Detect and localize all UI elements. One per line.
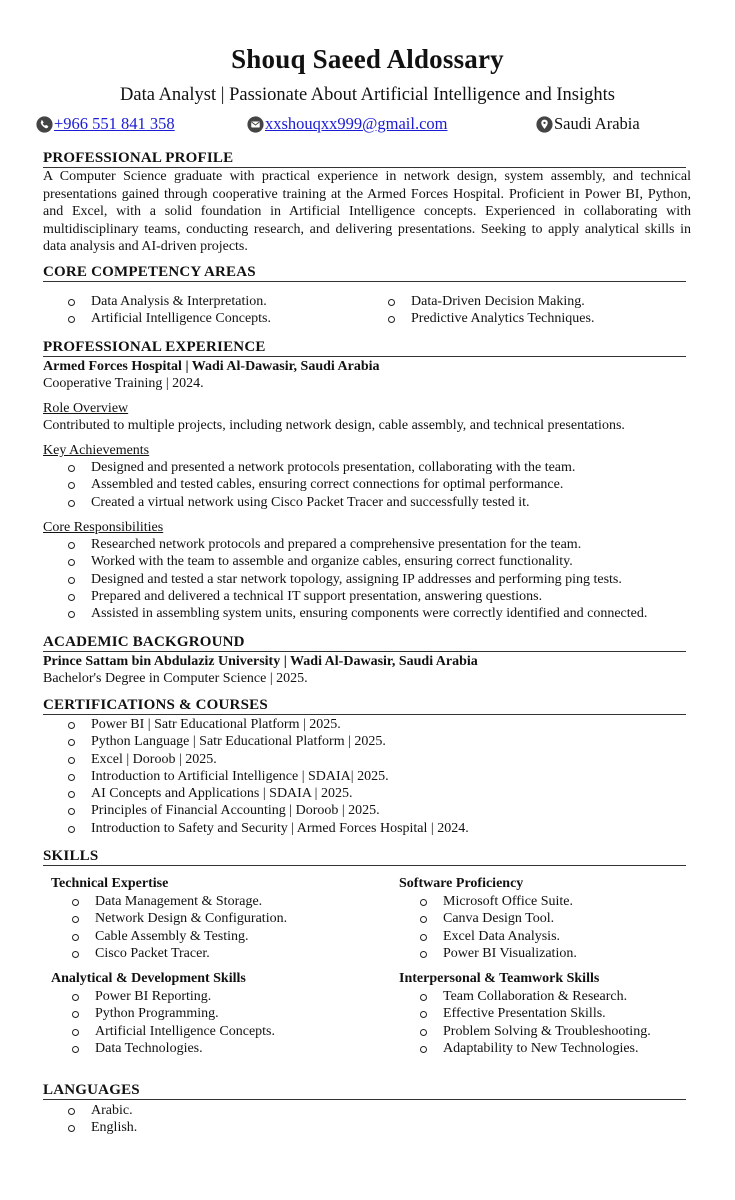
list-item: Power BI | Satr Educational Platform | 2025. [67, 716, 469, 733]
email-link[interactable]: xxshouqxx999@gmail.com [265, 114, 448, 133]
list-item: Researched network protocols and prepared a comprehensive presentation for the team. [67, 536, 647, 553]
skills-analytical-title: Analytical & Development Skills [51, 971, 246, 986]
location-text: Saudi Arabia [554, 114, 640, 133]
list-item: Designed and presented a network protocols presentation, collaborating with the team. [67, 459, 575, 476]
email-icon [247, 116, 264, 133]
list-item: Created a virtual network using Cisco Packet Tracer and successfully tested it. [67, 494, 575, 511]
list-item: Artificial Intelligence Concepts. [71, 1023, 275, 1040]
list-item: Data-Driven Decision Making. [387, 293, 594, 310]
contact-email [247, 114, 447, 134]
contact-location [536, 114, 640, 134]
languages-list [67, 1102, 137, 1137]
academic-degree: Bachelor's Degree in Computer Science | 2025. [43, 671, 308, 686]
list-item: Worked with the team to assemble and organize cables, ensuring correct functionality. [67, 553, 647, 570]
list-item: Excel Data Analysis. [419, 928, 577, 945]
phone-link[interactable]: +966 551 841 358 [54, 114, 175, 133]
section-heading-profile: PROFESSIONAL PROFILE [43, 150, 686, 168]
list-item: Prepared and delivered a technical IT support presentation, answering questions. [67, 588, 647, 605]
list-item: AI Concepts and Applications | SDAIA | 2025. [67, 785, 469, 802]
list-item: Power BI Visualization. [419, 945, 577, 962]
list-item: Introduction to Artificial Intelligence | SDAIA| 2025. [67, 768, 469, 785]
competency-list-left [67, 293, 271, 328]
list-item: Power BI Reporting. [71, 988, 275, 1005]
list-item: Cable Assembly & Testing. [71, 928, 287, 945]
key-achievements-list [67, 459, 575, 511]
candidate-name: Shouq Saeed Aldossary [231, 44, 504, 74]
candidate-tagline: Data Analyst | Passionate About Artificial Intelligence and Insights [120, 85, 615, 105]
skills-technical-list [71, 893, 287, 962]
key-achievements-title: Key Achievements [43, 443, 150, 458]
list-item: Adaptability to New Technologies. [419, 1040, 651, 1057]
skills-interpersonal-list [419, 988, 651, 1057]
list-item: Cisco Packet Tracer. [71, 945, 287, 962]
list-item: Network Design & Configuration. [71, 910, 287, 927]
list-item: Excel | Doroob | 2025. [67, 751, 469, 768]
section-heading-skills: SKILLS [43, 848, 686, 866]
profile-summary: A Computer Science graduate with practical experience in network design, system assembly, and technical presentations gained through cooperative training at the Armed Forces Hospital. Proficient in Power BI, Python, and Excel, with a solid foundation in Artificial Intelligence concepts. Experienced in collaborating with multidisciplinary teams, conducting research, and delivering presentations. Seeking to apply analytical skills in data analysis and AI-driven projects. [43, 169, 691, 254]
skills-analytical-list [71, 988, 275, 1057]
role-overview-title: Role Overview [43, 401, 129, 416]
section-heading-competency: CORE COMPETENCY AREAS [43, 264, 686, 282]
contact-phone [36, 114, 175, 134]
list-item: Problem Solving & Troubleshooting. [419, 1023, 651, 1040]
core-responsibilities-list [67, 536, 647, 622]
certifications-list [67, 716, 469, 837]
list-item: Canva Design Tool. [419, 910, 577, 927]
skills-interpersonal-title: Interpersonal & Teamwork Skills [399, 971, 600, 986]
list-item: Python Language | Satr Educational Platform | 2025. [67, 733, 469, 750]
list-item: Effective Presentation Skills. [419, 1005, 651, 1022]
list-item: Introduction to Safety and Security | Armed Forces Hospital | 2024. [67, 820, 469, 837]
role-overview-text: Contributed to multiple projects, including network design, cable assembly, and technical presentations. [43, 418, 625, 433]
list-item: Artificial Intelligence Concepts. [67, 310, 271, 327]
list-item: Arabic. [67, 1102, 137, 1119]
section-heading-certifications: CERTIFICATIONS & COURSES [43, 697, 686, 715]
experience-organization: Armed Forces Hospital | Wadi Al-Dawasir, Saudi Arabia [43, 359, 380, 374]
list-item: Python Programming. [71, 1005, 275, 1022]
list-item: Data Management & Storage. [71, 893, 287, 910]
list-item: Data Technologies. [71, 1040, 275, 1057]
list-item: Predictive Analytics Techniques. [387, 310, 594, 327]
location-icon [536, 116, 553, 133]
experience-role: Cooperative Training | 2024. [43, 376, 204, 391]
core-responsibilities-title: Core Responsibilities [43, 520, 164, 535]
phone-icon [36, 116, 53, 133]
list-item: Principles of Financial Accounting | Doroob | 2025. [67, 802, 469, 819]
skills-software-title: Software Proficiency [399, 876, 524, 891]
list-item: Team Collaboration & Research. [419, 988, 651, 1005]
list-item: Assisted in assembling system units, ensuring components were correctly identified and connected. [67, 605, 647, 622]
section-heading-academic: ACADEMIC BACKGROUND [43, 634, 686, 652]
section-heading-experience: PROFESSIONAL EXPERIENCE [43, 339, 686, 357]
academic-school: Prince Sattam bin Abdulaziz University | Wadi Al-Dawasir, Saudi Arabia [43, 654, 478, 669]
list-item: Assembled and tested cables, ensuring correct connections for optimal performance. [67, 476, 575, 493]
skills-software-list [419, 893, 577, 962]
list-item: Data Analysis & Interpretation. [67, 293, 271, 310]
section-heading-languages: LANGUAGES [43, 1082, 686, 1100]
list-item: Designed and tested a star network topology, assigning IP addresses and performing ping tests. [67, 571, 647, 588]
competency-list-right [387, 293, 594, 328]
list-item: English. [67, 1119, 137, 1136]
skills-technical-title: Technical Expertise [51, 876, 169, 891]
list-item: Microsoft Office Suite. [419, 893, 577, 910]
